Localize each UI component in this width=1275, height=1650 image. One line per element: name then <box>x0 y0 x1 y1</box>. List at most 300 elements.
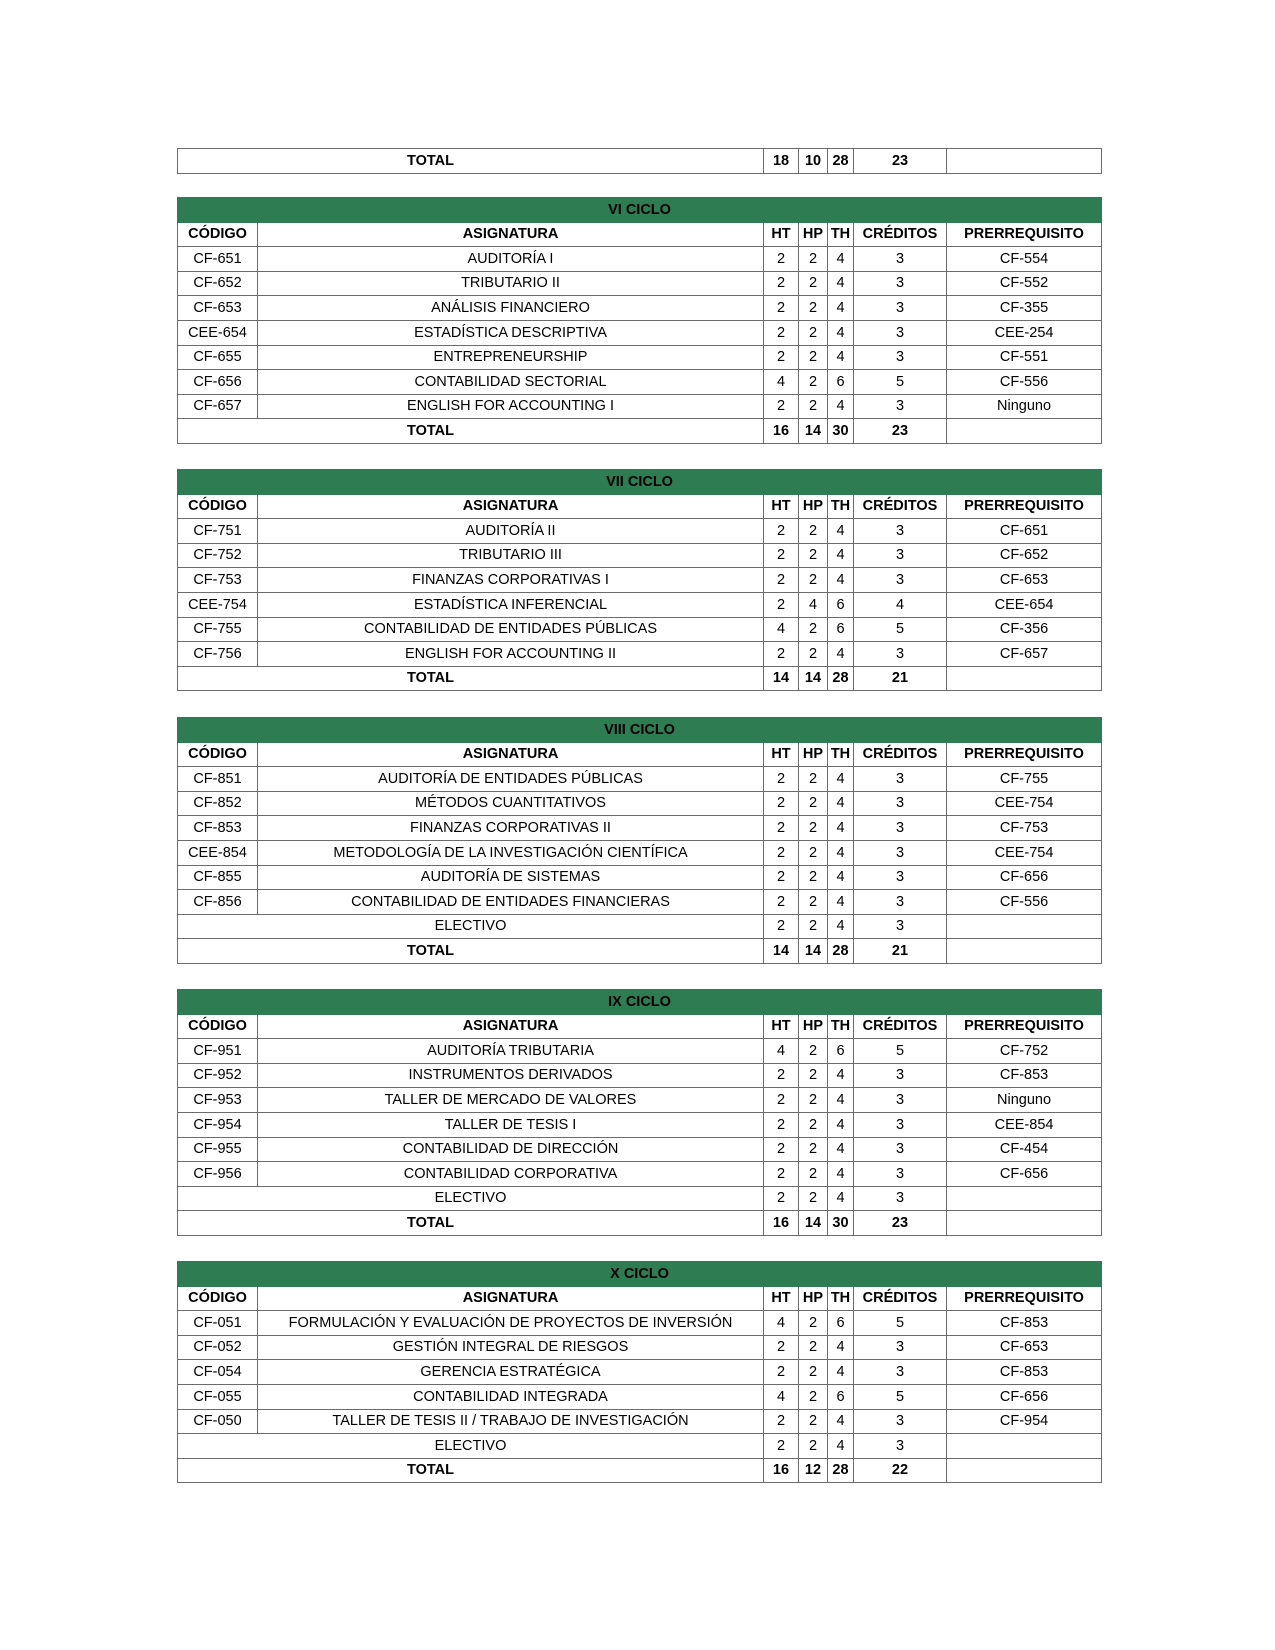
course-code: CF-653 <box>178 296 258 321</box>
course-prereq: CF-853 <box>947 1360 1102 1385</box>
header-row <box>178 1014 1102 1039</box>
course-name: CONTABILIDAD INTEGRADA <box>258 1384 764 1409</box>
course-th: 6 <box>828 1311 854 1336</box>
cycle-table <box>177 197 1102 444</box>
course-ht: 2 <box>764 865 799 890</box>
course-row <box>178 519 1102 544</box>
course-credits: 3 <box>854 1360 947 1385</box>
total-label: TOTAL <box>178 666 764 691</box>
course-row <box>178 296 1102 321</box>
course-hp: 2 <box>799 816 828 841</box>
course-credits: 5 <box>854 617 947 642</box>
course-name: TALLER DE TESIS I <box>258 1112 764 1137</box>
course-hp: 2 <box>799 1360 828 1385</box>
course-ht: 2 <box>764 345 799 370</box>
course-prereq: CEE-254 <box>947 320 1102 345</box>
course-code: CF-952 <box>178 1063 258 1088</box>
course-th: 4 <box>828 840 854 865</box>
course-ht: 2 <box>764 1112 799 1137</box>
course-code: CF-953 <box>178 1088 258 1113</box>
course-hp: 2 <box>799 1039 828 1064</box>
course-credits: 3 <box>854 271 947 296</box>
elective-th: 4 <box>828 914 854 939</box>
course-ht: 2 <box>764 543 799 568</box>
course-ht: 2 <box>764 767 799 792</box>
course-credits: 3 <box>854 1137 947 1162</box>
course-row <box>178 592 1102 617</box>
course-prereq: CF-651 <box>947 519 1102 544</box>
course-hp: 2 <box>799 791 828 816</box>
total-hp: 14 <box>799 1211 828 1236</box>
course-ht: 4 <box>764 370 799 395</box>
header-row <box>178 222 1102 247</box>
course-hp: 2 <box>799 865 828 890</box>
header-code: CÓDIGO <box>178 1286 258 1311</box>
course-row <box>178 543 1102 568</box>
course-row <box>178 1063 1102 1088</box>
elective-ht: 2 <box>764 1186 799 1211</box>
course-hp: 2 <box>799 1409 828 1434</box>
course-ht: 2 <box>764 1335 799 1360</box>
total-credits: 21 <box>854 939 947 964</box>
course-th: 4 <box>828 394 854 419</box>
course-code: CF-652 <box>178 271 258 296</box>
course-th: 4 <box>828 1162 854 1187</box>
course-th: 4 <box>828 345 854 370</box>
course-hp: 2 <box>799 394 828 419</box>
course-prereq: CEE-854 <box>947 1112 1102 1137</box>
course-name: TALLER DE TESIS II / TRABAJO DE INVESTIGACIÓN <box>258 1409 764 1434</box>
course-credits: 3 <box>854 394 947 419</box>
course-hp: 2 <box>799 296 828 321</box>
course-code: CF-751 <box>178 519 258 544</box>
header-th: TH <box>828 742 854 767</box>
course-hp: 2 <box>799 370 828 395</box>
elective-row <box>178 1186 1102 1211</box>
cycle-title-row <box>178 1262 1102 1287</box>
total-row <box>178 939 1102 964</box>
course-credits: 3 <box>854 816 947 841</box>
course-code: CF-752 <box>178 543 258 568</box>
course-name: ESTADÍSTICA INFERENCIAL <box>258 592 764 617</box>
course-row <box>178 1137 1102 1162</box>
course-prereq: CF-853 <box>947 1311 1102 1336</box>
elective-ht: 2 <box>764 1434 799 1459</box>
course-prereq: CF-556 <box>947 890 1102 915</box>
course-code: CF-954 <box>178 1112 258 1137</box>
total-label: TOTAL <box>178 149 764 174</box>
header-credits: CRÉDITOS <box>854 222 947 247</box>
total-th: 28 <box>828 939 854 964</box>
course-row <box>178 345 1102 370</box>
header-name: ASIGNATURA <box>258 494 764 519</box>
course-hp: 2 <box>799 345 828 370</box>
course-row <box>178 642 1102 667</box>
course-credits: 3 <box>854 296 947 321</box>
course-row <box>178 271 1102 296</box>
course-hp: 2 <box>799 1112 828 1137</box>
header-ht: HT <box>764 742 799 767</box>
course-name: ESTADÍSTICA DESCRIPTIVA <box>258 320 764 345</box>
header-th: TH <box>828 494 854 519</box>
course-credits: 3 <box>854 767 947 792</box>
header-code: CÓDIGO <box>178 222 258 247</box>
course-row <box>178 247 1102 272</box>
course-ht: 4 <box>764 617 799 642</box>
course-row <box>178 1409 1102 1434</box>
course-name: TALLER DE MERCADO DE VALORES <box>258 1088 764 1113</box>
course-prereq: CF-355 <box>947 296 1102 321</box>
course-ht: 2 <box>764 1088 799 1113</box>
header-name: ASIGNATURA <box>258 1286 764 1311</box>
course-hp: 2 <box>799 840 828 865</box>
course-code: CEE-754 <box>178 592 258 617</box>
course-code: CF-656 <box>178 370 258 395</box>
course-th: 4 <box>828 767 854 792</box>
total-prereq <box>947 149 1102 174</box>
elective-hp: 2 <box>799 914 828 939</box>
course-th: 4 <box>828 543 854 568</box>
course-hp: 2 <box>799 1088 828 1113</box>
course-th: 4 <box>828 816 854 841</box>
course-row <box>178 767 1102 792</box>
course-row <box>178 617 1102 642</box>
course-prereq: CF-552 <box>947 271 1102 296</box>
total-th: 28 <box>828 1458 854 1483</box>
course-ht: 2 <box>764 247 799 272</box>
course-prereq: CF-652 <box>947 543 1102 568</box>
total-credits: 23 <box>854 1211 947 1236</box>
cycle-title: VIII CICLO <box>178 718 1102 743</box>
course-credits: 3 <box>854 1063 947 1088</box>
total-credits: 23 <box>854 419 947 444</box>
course-name: FINANZAS CORPORATIVAS I <box>258 568 764 593</box>
total-row <box>178 1211 1102 1236</box>
course-th: 4 <box>828 642 854 667</box>
course-name: CONTABILIDAD DE ENTIDADES PÚBLICAS <box>258 617 764 642</box>
course-credits: 4 <box>854 592 947 617</box>
previous-total-table <box>177 148 1102 174</box>
total-ht: 16 <box>764 419 799 444</box>
header-row <box>178 742 1102 767</box>
course-name: FINANZAS CORPORATIVAS II <box>258 816 764 841</box>
header-code: CÓDIGO <box>178 742 258 767</box>
course-row <box>178 1162 1102 1187</box>
course-name: INSTRUMENTOS DERIVADOS <box>258 1063 764 1088</box>
total-hp: 14 <box>799 419 828 444</box>
course-hp: 2 <box>799 543 828 568</box>
header-row <box>178 1286 1102 1311</box>
total-hp: 14 <box>799 939 828 964</box>
elective-name: ELECTIVO <box>178 914 764 939</box>
course-code: CF-951 <box>178 1039 258 1064</box>
total-label: TOTAL <box>178 939 764 964</box>
course-code: CEE-854 <box>178 840 258 865</box>
course-prereq: CF-653 <box>947 568 1102 593</box>
header-name: ASIGNATURA <box>258 1014 764 1039</box>
total-label: TOTAL <box>178 1458 764 1483</box>
course-ht: 2 <box>764 1137 799 1162</box>
course-prereq: CF-551 <box>947 345 1102 370</box>
elective-th: 4 <box>828 1186 854 1211</box>
course-prereq: CF-657 <box>947 642 1102 667</box>
header-row <box>178 494 1102 519</box>
course-code: CF-054 <box>178 1360 258 1385</box>
course-name: GERENCIA ESTRATÉGICA <box>258 1360 764 1385</box>
cycle-table <box>177 469 1102 691</box>
course-th: 4 <box>828 1335 854 1360</box>
course-credits: 3 <box>854 568 947 593</box>
elective-credits: 3 <box>854 1186 947 1211</box>
course-hp: 2 <box>799 1137 828 1162</box>
total-prereq <box>947 666 1102 691</box>
elective-prereq <box>947 1186 1102 1211</box>
total-ht: 16 <box>764 1211 799 1236</box>
course-prereq: CF-454 <box>947 1137 1102 1162</box>
course-ht: 2 <box>764 642 799 667</box>
course-prereq: CF-954 <box>947 1409 1102 1434</box>
course-name: AUDITORÍA TRIBUTARIA <box>258 1039 764 1064</box>
elective-th: 4 <box>828 1434 854 1459</box>
elective-row <box>178 914 1102 939</box>
course-prereq: CEE-754 <box>947 791 1102 816</box>
course-th: 6 <box>828 1039 854 1064</box>
cycle-table <box>177 989 1102 1236</box>
header-ht: HT <box>764 1014 799 1039</box>
course-row <box>178 1039 1102 1064</box>
course-name: AUDITORÍA DE SISTEMAS <box>258 865 764 890</box>
course-hp: 2 <box>799 1335 828 1360</box>
course-ht: 2 <box>764 1162 799 1187</box>
course-row <box>178 568 1102 593</box>
course-credits: 3 <box>854 345 947 370</box>
course-prereq: Ninguno <box>947 1088 1102 1113</box>
total-row <box>178 149 1102 174</box>
course-hp: 2 <box>799 642 828 667</box>
course-prereq: CF-755 <box>947 767 1102 792</box>
course-th: 4 <box>828 1112 854 1137</box>
course-prereq: CF-656 <box>947 865 1102 890</box>
header-ht: HT <box>764 1286 799 1311</box>
elective-hp: 2 <box>799 1186 828 1211</box>
course-ht: 2 <box>764 296 799 321</box>
course-name: FORMULACIÓN Y EVALUACIÓN DE PROYECTOS DE INVERSIÓN <box>258 1311 764 1336</box>
cycle-title: VII CICLO <box>178 470 1102 495</box>
total-th: 28 <box>828 666 854 691</box>
course-th: 6 <box>828 1384 854 1409</box>
elective-credits: 3 <box>854 914 947 939</box>
course-name: AUDITORÍA DE ENTIDADES PÚBLICAS <box>258 767 764 792</box>
course-prereq: CF-752 <box>947 1039 1102 1064</box>
course-name: TRIBUTARIO III <box>258 543 764 568</box>
course-code: CF-853 <box>178 816 258 841</box>
course-ht: 2 <box>764 519 799 544</box>
cycle-title-row <box>178 470 1102 495</box>
course-th: 4 <box>828 320 854 345</box>
course-prereq: CF-656 <box>947 1162 1102 1187</box>
course-name: AUDITORÍA II <box>258 519 764 544</box>
total-credits: 22 <box>854 1458 947 1483</box>
course-row <box>178 1384 1102 1409</box>
course-prereq: CEE-754 <box>947 840 1102 865</box>
total-row <box>178 666 1102 691</box>
course-prereq: CF-653 <box>947 1335 1102 1360</box>
elective-credits: 3 <box>854 1434 947 1459</box>
course-name: CONTABILIDAD DE ENTIDADES FINANCIERAS <box>258 890 764 915</box>
course-ht: 2 <box>764 1063 799 1088</box>
total-label: TOTAL <box>178 419 764 444</box>
header-prereq: PRERREQUISITO <box>947 1286 1102 1311</box>
course-th: 4 <box>828 1360 854 1385</box>
course-ht: 2 <box>764 816 799 841</box>
course-name: CONTABILIDAD CORPORATIVA <box>258 1162 764 1187</box>
header-hp: HP <box>799 494 828 519</box>
cycle-table <box>177 717 1102 964</box>
course-code: CF-657 <box>178 394 258 419</box>
total-th: 30 <box>828 1211 854 1236</box>
elective-name: ELECTIVO <box>178 1434 764 1459</box>
course-row <box>178 1335 1102 1360</box>
course-prereq: CEE-654 <box>947 592 1102 617</box>
course-th: 4 <box>828 1088 854 1113</box>
header-code: CÓDIGO <box>178 494 258 519</box>
header-prereq: PRERREQUISITO <box>947 1014 1102 1039</box>
total-prereq <box>947 1458 1102 1483</box>
course-row <box>178 1311 1102 1336</box>
course-ht: 2 <box>764 1360 799 1385</box>
course-th: 4 <box>828 890 854 915</box>
total-hp: 14 <box>799 666 828 691</box>
course-ht: 4 <box>764 1311 799 1336</box>
course-credits: 5 <box>854 370 947 395</box>
course-ht: 2 <box>764 791 799 816</box>
course-credits: 3 <box>854 791 947 816</box>
course-row <box>178 816 1102 841</box>
course-code: CF-855 <box>178 865 258 890</box>
course-ht: 2 <box>764 568 799 593</box>
course-name: AUDITORÍA I <box>258 247 764 272</box>
course-ht: 2 <box>764 1409 799 1434</box>
course-hp: 4 <box>799 592 828 617</box>
course-th: 6 <box>828 592 854 617</box>
total-prereq <box>947 419 1102 444</box>
course-ht: 2 <box>764 271 799 296</box>
total-th: 28 <box>828 149 854 174</box>
course-row <box>178 1360 1102 1385</box>
header-credits: CRÉDITOS <box>854 742 947 767</box>
total-hp: 10 <box>799 149 828 174</box>
cycle-title: VI CICLO <box>178 198 1102 223</box>
course-code: CF-655 <box>178 345 258 370</box>
course-credits: 3 <box>854 543 947 568</box>
course-code: CF-753 <box>178 568 258 593</box>
course-code: CF-955 <box>178 1137 258 1162</box>
course-code: CF-956 <box>178 1162 258 1187</box>
cycle-title: X CICLO <box>178 1262 1102 1287</box>
course-name: ENGLISH FOR ACCOUNTING II <box>258 642 764 667</box>
cycle-title-row <box>178 718 1102 743</box>
course-hp: 2 <box>799 247 828 272</box>
course-credits: 3 <box>854 1112 947 1137</box>
header-hp: HP <box>799 1014 828 1039</box>
course-hp: 2 <box>799 1162 828 1187</box>
course-name: MÉTODOS CUANTITATIVOS <box>258 791 764 816</box>
course-row <box>178 1088 1102 1113</box>
course-credits: 3 <box>854 247 947 272</box>
course-hp: 2 <box>799 1384 828 1409</box>
course-code: CF-756 <box>178 642 258 667</box>
course-name: CONTABILIDAD DE DIRECCIÓN <box>258 1137 764 1162</box>
course-credits: 5 <box>854 1384 947 1409</box>
header-credits: CRÉDITOS <box>854 494 947 519</box>
total-ht: 14 <box>764 939 799 964</box>
course-credits: 5 <box>854 1039 947 1064</box>
elective-ht: 2 <box>764 914 799 939</box>
course-hp: 2 <box>799 271 828 296</box>
elective-hp: 2 <box>799 1434 828 1459</box>
course-prereq: CF-554 <box>947 247 1102 272</box>
course-name: CONTABILIDAD SECTORIAL <box>258 370 764 395</box>
course-code: CF-852 <box>178 791 258 816</box>
course-code: CF-856 <box>178 890 258 915</box>
header-prereq: PRERREQUISITO <box>947 742 1102 767</box>
header-credits: CRÉDITOS <box>854 1014 947 1039</box>
course-code: CF-055 <box>178 1384 258 1409</box>
course-name: ENGLISH FOR ACCOUNTING I <box>258 394 764 419</box>
course-name: GESTIÓN INTEGRAL DE RIESGOS <box>258 1335 764 1360</box>
total-ht: 16 <box>764 1458 799 1483</box>
header-prereq: PRERREQUISITO <box>947 222 1102 247</box>
total-label: TOTAL <box>178 1211 764 1236</box>
course-ht: 2 <box>764 592 799 617</box>
course-credits: 3 <box>854 1162 947 1187</box>
course-th: 4 <box>828 519 854 544</box>
header-ht: HT <box>764 222 799 247</box>
elective-prereq <box>947 914 1102 939</box>
course-hp: 2 <box>799 320 828 345</box>
course-credits: 3 <box>854 642 947 667</box>
cycle-title-row <box>178 990 1102 1015</box>
header-name: ASIGNATURA <box>258 742 764 767</box>
course-th: 4 <box>828 247 854 272</box>
total-credits: 23 <box>854 149 947 174</box>
course-code: CF-051 <box>178 1311 258 1336</box>
course-th: 4 <box>828 791 854 816</box>
elective-row <box>178 1434 1102 1459</box>
course-code: CF-851 <box>178 767 258 792</box>
elective-name: ELECTIVO <box>178 1186 764 1211</box>
course-row <box>178 890 1102 915</box>
header-credits: CRÉDITOS <box>854 1286 947 1311</box>
course-code: CF-651 <box>178 247 258 272</box>
course-code: CF-050 <box>178 1409 258 1434</box>
header-ht: HT <box>764 494 799 519</box>
course-prereq: CF-656 <box>947 1384 1102 1409</box>
course-name: ANÁLISIS FINANCIERO <box>258 296 764 321</box>
course-ht: 2 <box>764 320 799 345</box>
course-ht: 2 <box>764 840 799 865</box>
course-th: 6 <box>828 370 854 395</box>
header-code: CÓDIGO <box>178 1014 258 1039</box>
elective-prereq <box>947 1434 1102 1459</box>
course-credits: 3 <box>854 865 947 890</box>
course-prereq: Ninguno <box>947 394 1102 419</box>
total-credits: 21 <box>854 666 947 691</box>
course-th: 4 <box>828 1063 854 1088</box>
course-credits: 3 <box>854 519 947 544</box>
course-row <box>178 1112 1102 1137</box>
course-row <box>178 791 1102 816</box>
